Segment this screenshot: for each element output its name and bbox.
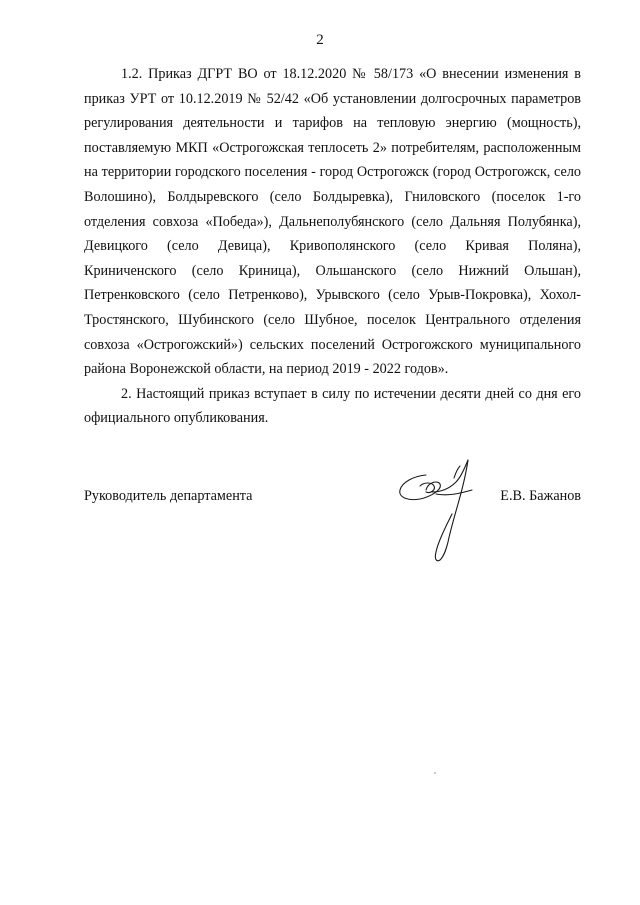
paragraph-1-2: 1.2. Приказ ДГРТ ВО от 18.12.2020 № 58/173 «О внесении изменения в приказ УРТ от 10.12.2019 № 52/42 «Об установлении долгосрочных параметров регулирования деятельности и тарифов на тепловую энергию (мощность), поставляемую МКП «Острогожская теплосеть 2» потребителям, расположенным на территории городского поселения - город Острогожск (город Острогожск, село Волошино), Болдыревского (село Болдыревка), Гниловского (поселок 1-го отделения совхоза «Победа»), Дальнеполубянского (село Дальняя Полубянка), Девицкого (село Девица), Кривополянского (село Кривая Поляна), Криниченского (село Криница), Ольшанского (село Нижний Ольшан), Петренковского (село Петренково), Урывского (село Урыв-Покровка), Хохол-Тростянского, Шубинского (село Шубное, поселок Центрального отделения совхоза «Острогожский») сельских поселений Острогожского муниципального района Воронежской области, на период 2019 - 2022 годов». bbox=[84, 66, 581, 378]
signer-title: Руководитель департамента bbox=[84, 488, 253, 504]
signer-name: Е.В. Бажанов bbox=[500, 488, 581, 504]
document-body bbox=[84, 62, 581, 431]
handwritten-signature bbox=[392, 452, 488, 564]
page-number: 2 bbox=[316, 32, 324, 48]
paragraph-2: 2. Настоящий приказ вступает в силу по истечении десяти дней со дня его официального опубликования. bbox=[84, 385, 581, 427]
scan-speck bbox=[434, 772, 436, 774]
signature-block bbox=[84, 484, 581, 508]
